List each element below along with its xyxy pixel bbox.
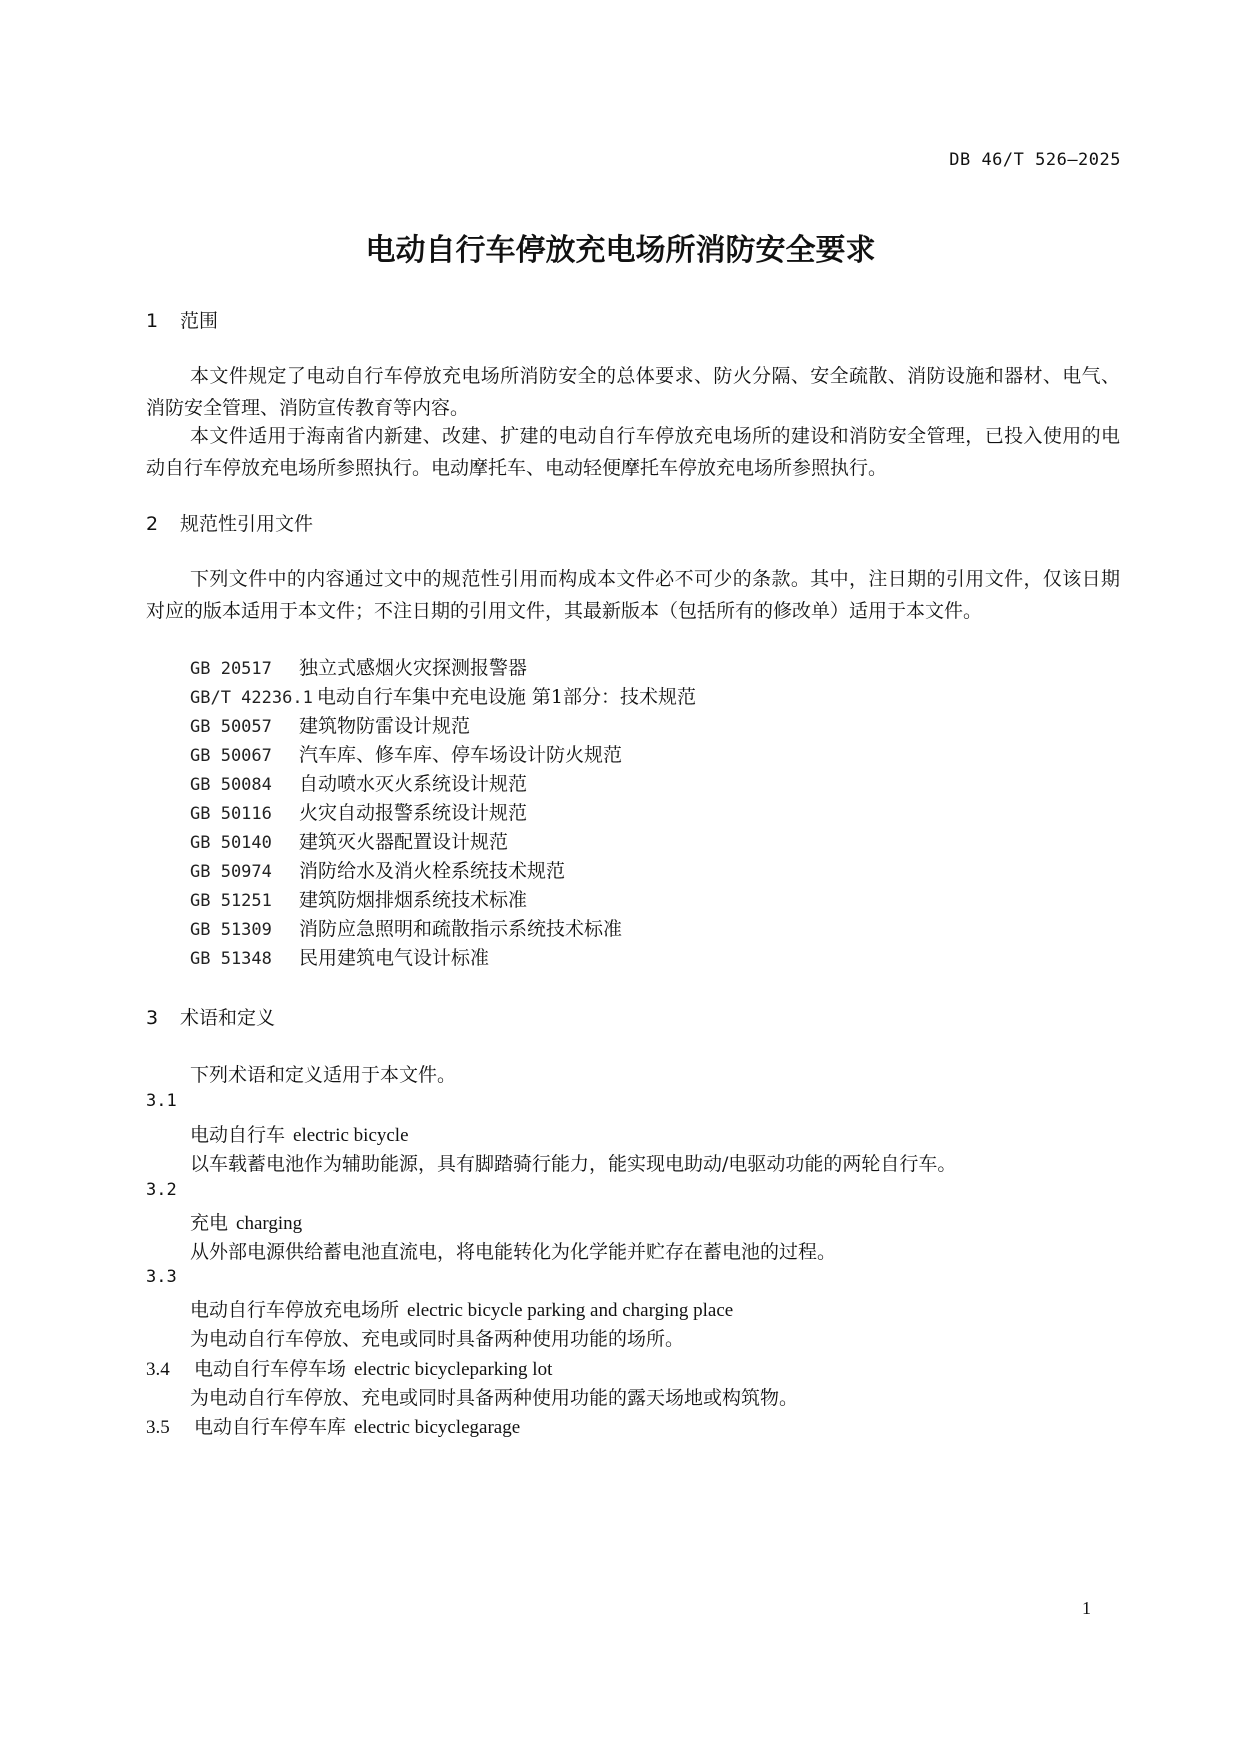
reference-item — [190, 827, 508, 854]
reference-code: GB/T 42236.1 — [190, 688, 313, 708]
term-definition: 从外部电源供给蓄电池直流电，将电能转化为化学能并贮存在蓄电池的过程。 — [190, 1241, 837, 1263]
term-english: electric bicyclegarage — [354, 1417, 521, 1438]
reference-item — [190, 682, 696, 709]
term-chinese: 电动自行车停车库 — [194, 1416, 347, 1438]
term-definition: 为电动自行车停放、充电或同时具备两种使用功能的场所。 — [190, 1328, 685, 1350]
reference-title: 民用建筑电气设计标准 — [299, 947, 490, 969]
term-number: 3.4 — [146, 1359, 170, 1380]
reference-title: 建筑防烟排烟系统技术标准 — [299, 889, 528, 911]
reference-title: 建筑物防雷设计规范 — [299, 715, 471, 737]
term-heading-inline — [146, 1412, 520, 1439]
term-english: charging — [236, 1213, 303, 1234]
term-heading — [190, 1120, 409, 1147]
reference-item — [190, 798, 527, 825]
section-number: 1 — [146, 310, 159, 332]
reference-title: 建筑灭火器配置设计规范 — [299, 831, 509, 853]
term-definition: 以车载蓄电池作为辅助能源，具有脚踏骑行能力，能实现电助动/电驱动功能的两轮自行车。 — [190, 1153, 957, 1175]
references-intro: 下列文件中的内容通过文中的规范性引用而构成本文件必不可少的条款。其中，注日期的引用文件，仅该日期对应的版本适用于本文件；不注日期的引用文件，其最新版本（包括所有的修改单）适用于本文件。 — [146, 568, 1120, 622]
reference-item — [190, 943, 489, 970]
reference-item — [190, 740, 622, 767]
reference-code: GB 51251 — [190, 891, 272, 911]
section-title: 范围 — [180, 310, 219, 332]
reference-code: GB 50974 — [190, 862, 272, 882]
term-number: 3.2 — [146, 1180, 177, 1200]
scope-paragraph-2: 本文件适用于海南省内新建、改建、扩建的电动自行车停放充电场所的建设和消防安全管理，已投入使用的电动自行车停放充电场所参照执行。电动摩托车、电动轻便摩托车停放充电场所参照执行。 — [146, 425, 1120, 479]
term-chinese: 电动自行车停放充电场所 — [190, 1299, 400, 1321]
term-chinese: 电动自行车 — [190, 1124, 286, 1146]
reference-code: GB 51348 — [190, 949, 272, 969]
page-title: 电动自行车停放充电场所消防安全要求 — [365, 233, 876, 268]
reference-code: GB 50057 — [190, 717, 272, 737]
reference-title: 汽车库、修车库、停车场设计防火规范 — [299, 744, 623, 766]
reference-title: 独立式感烟火灾探测报警器 — [299, 657, 528, 679]
section-3-heading — [146, 1003, 275, 1030]
reference-code: GB 50116 — [190, 804, 272, 824]
reference-item — [190, 914, 622, 941]
term-chinese: 电动自行车停车场 — [194, 1358, 347, 1380]
reference-code: GB 51309 — [190, 920, 272, 940]
term-english: electric bicycleparking lot — [354, 1359, 553, 1380]
term-chinese: 充电 — [190, 1212, 229, 1234]
reference-item — [190, 885, 527, 912]
section-number: 3 — [146, 1007, 159, 1029]
section-title: 规范性引用文件 — [180, 513, 314, 535]
section-number: 2 — [146, 513, 159, 535]
reference-title: 电动自行车集中充电设施 第1部分：技术规范 — [316, 686, 696, 708]
section-2-heading — [146, 509, 313, 536]
term-number: 3.1 — [146, 1091, 177, 1111]
reference-code: GB 50084 — [190, 775, 272, 795]
section-title: 术语和定义 — [180, 1007, 276, 1029]
page-number: 1 — [1082, 1598, 1091, 1618]
reference-item — [190, 711, 470, 738]
term-english: electric bicycle parking and charging place — [407, 1300, 734, 1321]
term-heading-inline — [146, 1354, 552, 1381]
scope-paragraph-1: 本文件规定了电动自行车停放充电场所消防安全的总体要求、防火分隔、安全疏散、消防设施和器材、电气、消防安全管理、消防宣传教育等内容。 — [146, 365, 1120, 419]
reference-item — [190, 856, 565, 883]
reference-code: GB 20517 — [190, 659, 272, 679]
term-heading — [190, 1295, 733, 1322]
term-definition: 为电动自行车停放、充电或同时具备两种使用功能的露天场地或构筑物。 — [190, 1387, 799, 1409]
term-heading — [190, 1208, 302, 1235]
reference-item — [190, 769, 527, 796]
reference-title: 消防给水及消火栓系统技术规范 — [299, 860, 566, 882]
document-number: DB 46/T 526—2025 — [949, 150, 1121, 170]
term-number: 3.3 — [146, 1267, 177, 1287]
section-1-heading — [146, 306, 218, 333]
reference-title: 火灾自动报警系统设计规范 — [299, 802, 528, 824]
reference-code: GB 50140 — [190, 833, 272, 853]
reference-title: 自动喷水灭火系统设计规范 — [299, 773, 528, 795]
reference-item — [190, 653, 527, 680]
reference-code: GB 50067 — [190, 746, 272, 766]
terms-intro: 下列术语和定义适用于本文件。 — [190, 1064, 457, 1086]
term-number: 3.5 — [146, 1417, 170, 1438]
reference-title: 消防应急照明和疏散指示系统技术标准 — [299, 918, 623, 940]
term-english: electric bicycle — [293, 1125, 409, 1146]
